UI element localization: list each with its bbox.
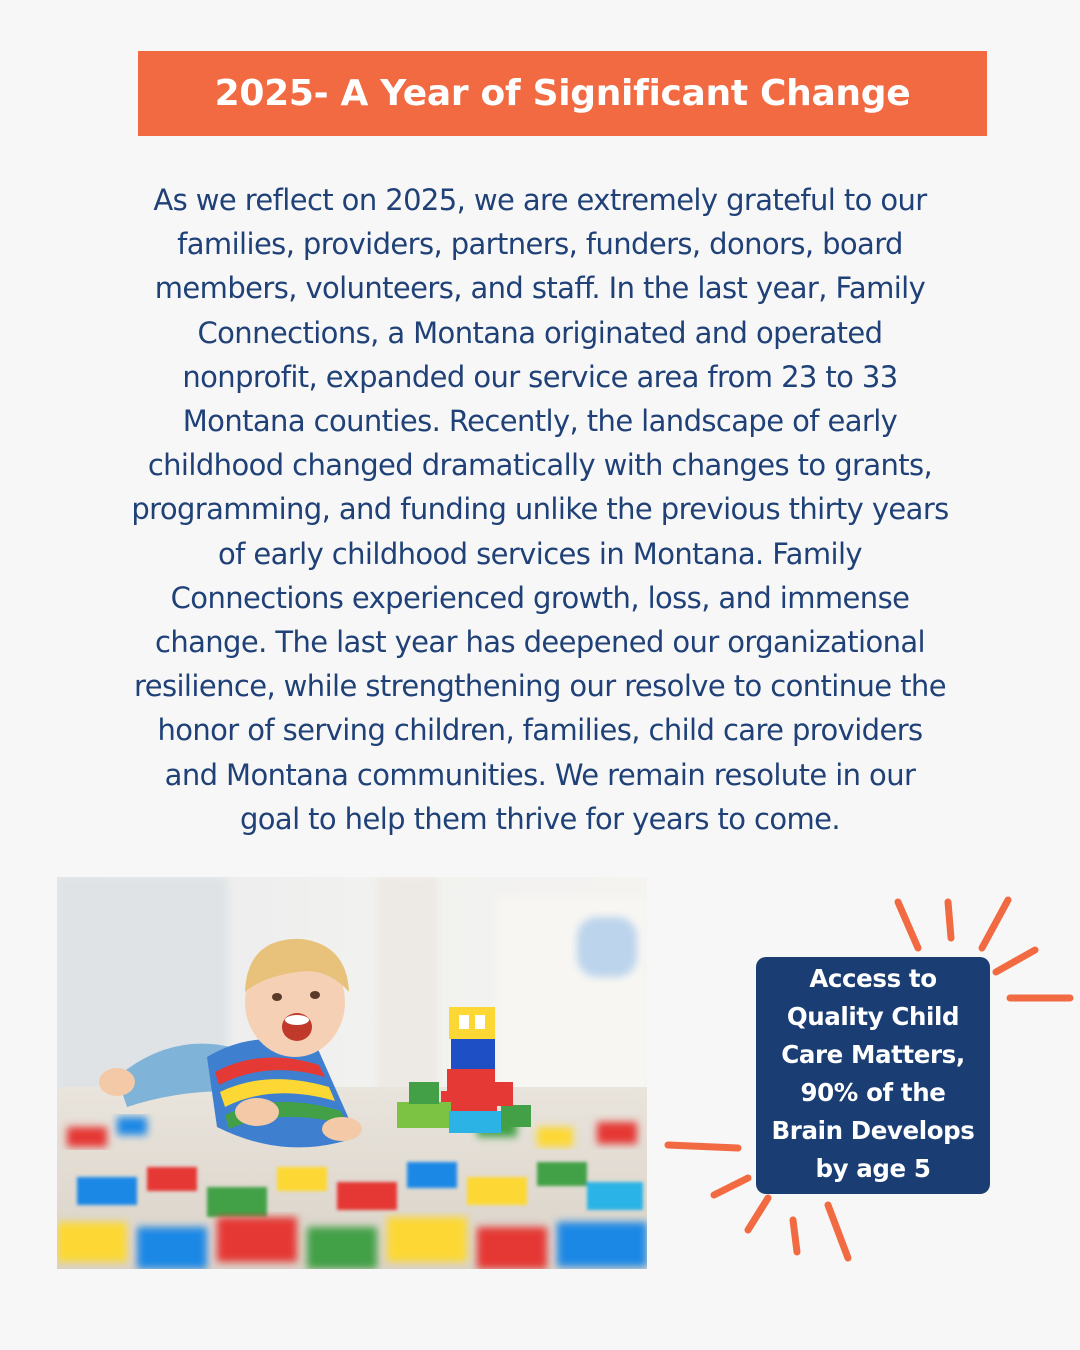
callout-line: Care Matters,	[781, 1040, 965, 1069]
page-title: 2025- A Year of Significant Change	[214, 73, 911, 114]
callout-line: Quality Child	[786, 1002, 960, 1031]
intro-line: goal to help them thrive for years to come.	[239, 801, 841, 836]
intro-line: of early childhood services in Montana. Family	[218, 536, 862, 571]
intro-line: childhood changed dramatically with changes to grants,	[147, 448, 933, 483]
intro-line: As we reflect on 2025, we are extremely grateful to our	[153, 183, 927, 217]
intro-line: honor of serving children, families, child care providers	[157, 713, 923, 748]
callout-line: 90% of the	[800, 1078, 946, 1107]
intro-line: programming, and funding unlike the previous thirty years	[131, 492, 949, 527]
child-playing-blocks-photo	[57, 877, 647, 1269]
intro-line: change. The last year has deepened our organizational	[154, 625, 926, 660]
intro-line: Montana counties. Recently, the landscape of early	[182, 404, 898, 439]
brain-development-callout	[756, 957, 990, 1194]
callout-line: by age 5	[815, 1154, 931, 1183]
intro-line: Connections experienced growth, loss, and immense	[170, 580, 910, 615]
intro-line: members, volunteers, and staff. In the last year, Family	[154, 271, 926, 306]
title-banner	[138, 51, 987, 136]
intro-line: Connections, a Montana originated and operated	[197, 315, 883, 350]
intro-paragraph	[60, 178, 1020, 841]
intro-line: resilience, while strengthening our resolve to continue the	[134, 669, 946, 704]
intro-line: families, providers, partners, funders, donors, board	[177, 227, 903, 262]
intro-line: nonprofit, expanded our service area from 23 to 33	[182, 359, 898, 394]
intro-line: and Montana communities. We remain resolute in our	[164, 757, 916, 792]
callout-line: Access to	[809, 964, 937, 993]
callout-line: Brain Develops	[771, 1116, 975, 1145]
